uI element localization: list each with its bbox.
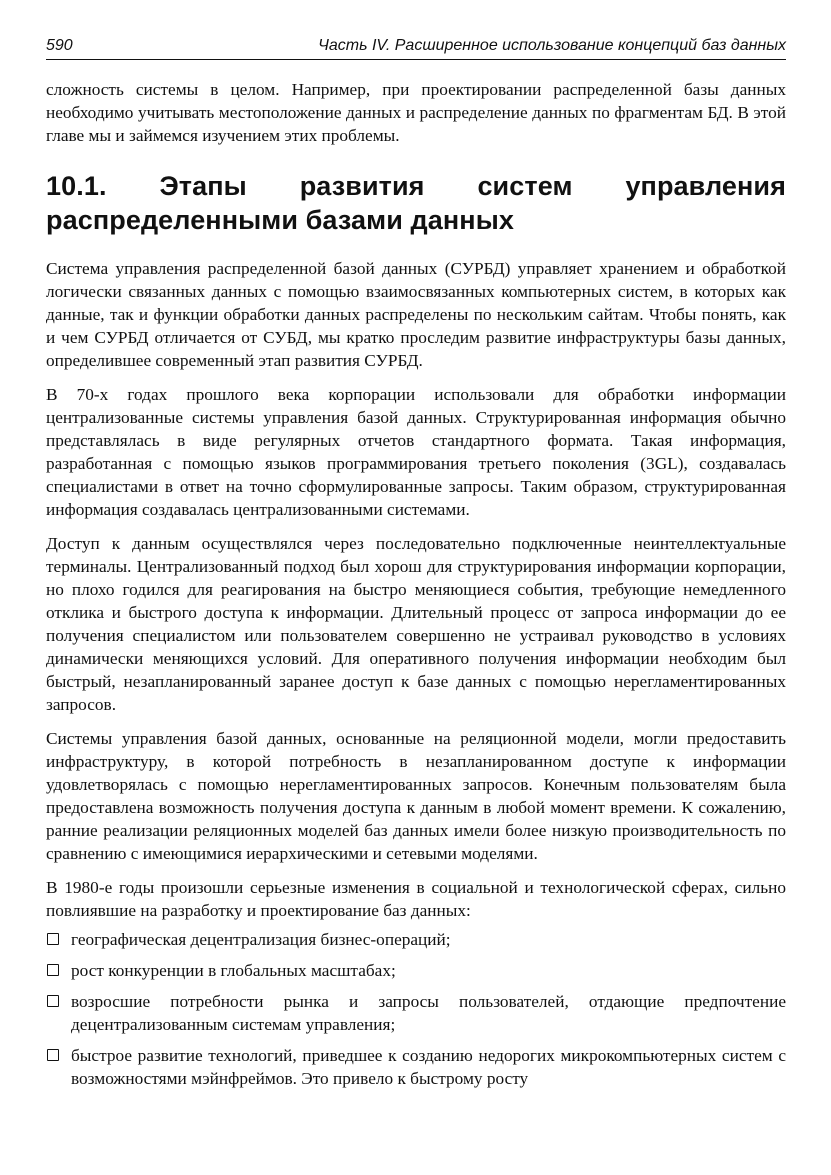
body-text: [46, 78, 786, 1090]
checkbox-bullet-icon: [47, 964, 59, 976]
paragraph-4: Системы управления базой данных, основанные на реляционной модели, могли предоставить инфраструктуру, в которой потребность в незапланированном доступе к информации удовлетворялась с помощью нерегламентированных запросов. Конечным пользователям была предоставлена возможность получения доступа к данным в любой момент времени. К сожалению, ранние реализации реляционных моделей баз данных имели более низкую производительность по сравнению с имеющимися иерархическими и сетевыми моделями.: [46, 729, 786, 863]
checkbox-bullet-icon: [47, 1049, 59, 1061]
checkbox-bullet-icon: [47, 995, 59, 1007]
list-item-text: рост конкуренции в глобальных масштабах;: [71, 961, 396, 980]
list-item: [46, 990, 786, 1036]
paragraph-3: Доступ к данным осуществлялся через последовательно подключенные неинтеллектуальные терминалы. Централизованный подход был хорош для структурирования информации корпорации, но плохо годился для реагирования на быстро меняющиеся события, требующие немедленного отклика и быстрого доступа к информации. Длительный процесс от запроса информации до ее получения специалистом или пользователем совершенно не устраивал руководство в условиях динамически меняющихся условий. Для оперативного получения информации необходим был быстрый, незапланированный заранее доступ к базе данных с помощью нерегламентированных запросов.: [46, 534, 786, 714]
list-item-text: быстрое развитие технологий, приведшее к созданию недорогих микрокомпьютерных систем с возможностями мэйнфреймов. Это привело к быстрому росту: [71, 1046, 786, 1088]
page: [46, 36, 786, 1098]
running-head: [46, 36, 786, 60]
checkbox-bullet-icon: [47, 933, 59, 945]
paragraph-5: В 1980-е годы произошли серьезные изменения в социальной и технологической сферах, сильно повлиявшие на разработку и проектирование баз данных:: [46, 878, 786, 920]
section-heading: 10.1. Этапы развития систем управления распределенными базами данных: [46, 171, 786, 235]
bullet-list: [46, 928, 786, 1090]
page-number: 590: [46, 37, 73, 54]
list-item: [46, 1044, 786, 1090]
list-item: [46, 959, 786, 982]
intro-paragraph: сложность системы в целом. Например, при проектировании распределенной базы данных необходимо учитывать местоположение данных и распределение данных по фрагментам БД. В этой главе мы и займемся изучением этих проблемы.: [46, 80, 786, 145]
paragraph-1: Система управления распределенной базой данных (СУРБД) управляет хранением и обработкой логически связанных данных с помощью взаимосвязанных компьютерных систем, в которых как данные, так и функции обработки данных распределены по нескольким сайтам. Чтобы понять, как и чем СУРБД отличается от СУБД, мы кратко проследим развитие инфраструктуры базы данных, определившее современный этап развития СУРБД.: [46, 259, 786, 370]
list-item-text: географическая децентрализация бизнес-операций;: [71, 930, 451, 949]
list-item-text: возросшие потребности рынка и запросы пользователей, отдающие предпочтение децентрализованным системам управления;: [71, 992, 786, 1034]
paragraph-2: В 70-х годах прошлого века корпорации использовали для обработки информации централизованные системы управления базой данных. Структурированная информация обычно представлялась в виде регулярных отчетов стандартного формата. Такая информация, разработанная с помощью языков программирования третьего поколения (3GL), создавалась специалистами в ответ на точно сформулированные запросы. Таким образом, структурированная информация создавалась централизованными системами.: [46, 385, 786, 519]
list-item: [46, 928, 786, 951]
running-title: Часть IV. Расширенное использование концепций баз данных: [318, 37, 786, 54]
